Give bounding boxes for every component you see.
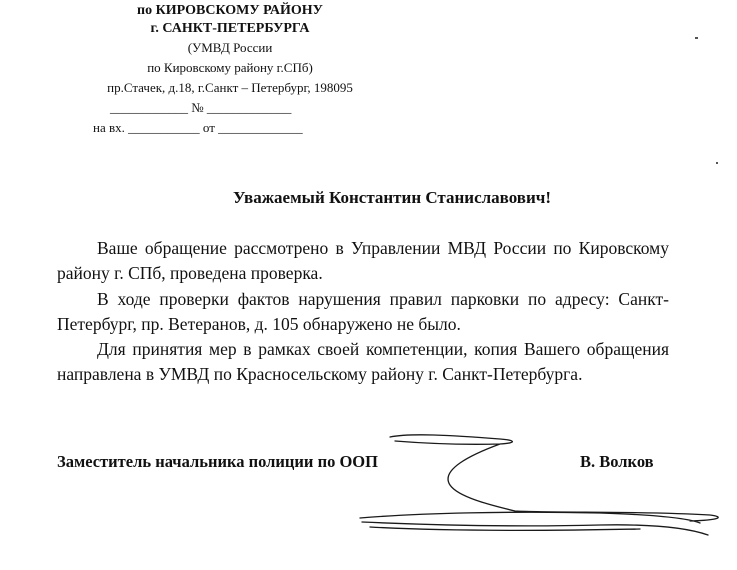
scan-speck [716,162,718,164]
header-outgoing-number-line: ____________ № _____________ [110,100,292,115]
body-paragraph-1: Ваше обращение рассмотрено в Управлении МВД России по Кировскому району г. СПб, проведена проверка. [57,238,669,283]
header-org-line-1: по КИРОВСКОМУ РАЙОНУ [137,3,323,18]
body-paragraph-2: В ходе проверки фактов нарушения правил парковки по адресу: Санкт-Петербург, пр. Ветеранов, д. 105 обнаружено не было. [57,289,669,334]
header-org-line-4: по Кировскому району г.СПб) [147,60,313,75]
header-org-line-3: (УМВД России [187,40,273,55]
scan-speck [695,37,698,39]
header-org-line-2: г. САНКТ-ПЕТЕРБУРГА [150,21,310,36]
body-paragraph-3: Для принятия мер в рамках своей компетенции, копия Вашего обращения направлена в УМВД по Красносельскому району г. Санкт-Петербурга. [57,339,669,384]
greeting: Уважаемый Константин Станиславович! [232,188,552,207]
header-incoming-ref-line: на вх. ___________ от _____________ [93,120,303,135]
handwritten-signature [340,425,730,545]
signer-name: В. Волков [580,452,654,471]
signer-title: Заместитель начальника полиции по ООП [57,452,378,471]
header-address: пр.Стачек, д.18, г.Санкт – Петербург, 198095 [107,80,353,95]
